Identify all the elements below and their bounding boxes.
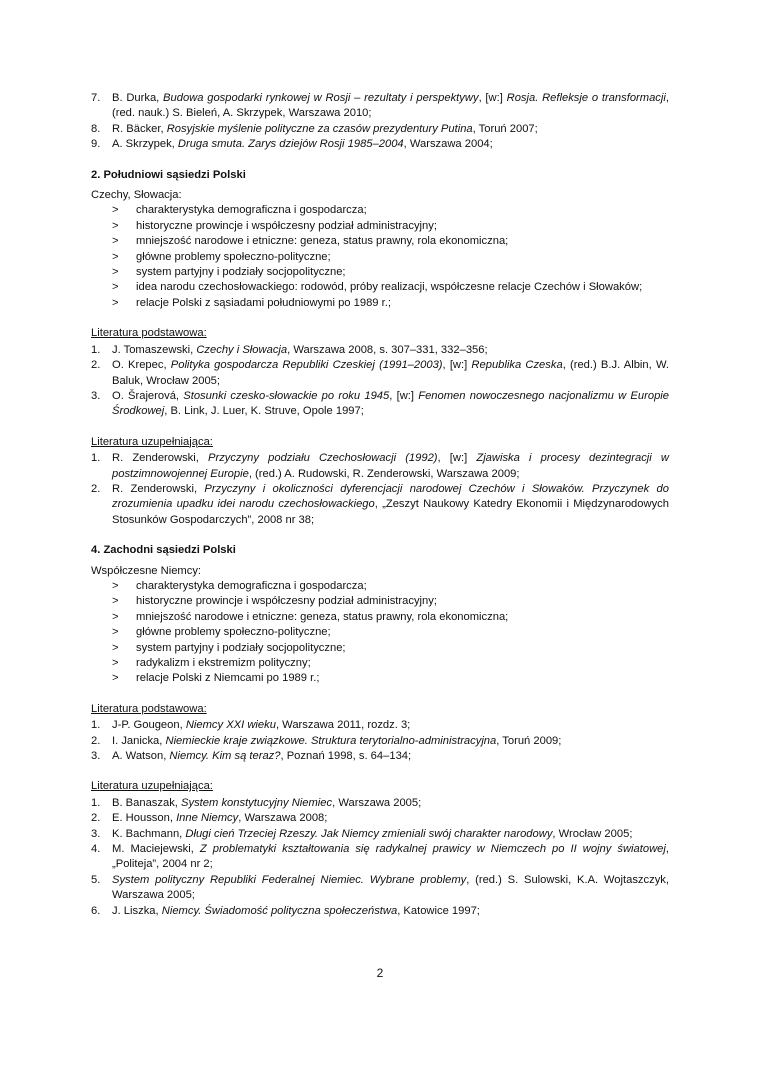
- reference-number: 5.: [91, 873, 101, 886]
- page-content: [91, 91, 669, 919]
- bullet-arrow-icon: >: [112, 579, 119, 592]
- topic-item: [91, 594, 669, 609]
- topic-text: mniejszość narodowe i etniczne: geneza, status prawny, rola ekonomiczna;: [136, 610, 509, 623]
- topic-item: [91, 656, 669, 671]
- reference-text: R. Bäcker, Rosyjskie myślenie polityczne za czasów prezydentury Putina, Toruń 2007;: [112, 122, 538, 135]
- top-reference-list: [91, 91, 669, 153]
- literature-basic-title: Literatura podstawowa:: [91, 702, 207, 715]
- reference-number: 2.: [91, 812, 101, 825]
- literature-basic-list: [91, 343, 669, 420]
- reference-text: I. Janicka, Niemieckie kraje związkowe. Struktura terytorialno-administracyjna, Toruń 2009;: [112, 734, 562, 747]
- reference-text: A. Skrzypek, Druga smuta. Zarys dziejów Rosji 1985–2004, Warszawa 2004;: [112, 138, 493, 151]
- reference-text: B. Durka, Budowa gospodarki rynkowej w Rosji – rezultaty i perspektywy, [w:] Rosja. Refleksje o transformacji, (red. nauk.) S. Bieleń, A. Skrzypek, Warszawa 2010;: [112, 92, 669, 120]
- topic-item: [91, 234, 669, 249]
- topic-item: [91, 265, 669, 280]
- reference-number: 1.: [91, 719, 101, 732]
- literature-basic-title: Literatura podstawowa:: [91, 327, 207, 340]
- reference-text: M. Maciejewski, Z problematyki kształtowania się radykalnej prawicy w Niemczech po II wojny światowej, „Politeja”, 2004 nr 2;: [112, 843, 669, 871]
- literature-extra-list: [91, 796, 669, 919]
- reference-item: [91, 343, 669, 358]
- reference-number: 9.: [91, 138, 101, 151]
- literature-extra-title: Literatura uzupełniająca:: [91, 435, 213, 448]
- section-heading: 2. Południowi sąsiedzi Polski: [91, 168, 246, 181]
- bullet-arrow-icon: >: [112, 595, 119, 608]
- reference-number: 6.: [91, 904, 101, 917]
- reference-text: K. Bachmann, Długi cień Trzeciej Rzeszy. Jak Niemcy zmieniali swój charakter narodowy, Wrocław 2005;: [112, 827, 633, 840]
- topic-item: [91, 296, 669, 311]
- topic-text: główne problemy społeczno-polityczne;: [136, 626, 331, 639]
- reference-number: 1.: [91, 796, 101, 809]
- topic-text: radykalizm i ekstremizm polityczny;: [136, 657, 311, 669]
- reference-number: 1.: [91, 452, 101, 465]
- topic-bullet-list: [91, 579, 669, 687]
- bullet-arrow-icon: >: [112, 296, 119, 309]
- reference-text: J. Liszka, Niemcy. Świadomość polityczna społeczeństwa, Katowice 1997;: [112, 904, 480, 917]
- reference-item: [91, 796, 669, 811]
- topic-item: [91, 579, 669, 594]
- reference-number: 2.: [91, 734, 101, 747]
- bullet-arrow-icon: >: [112, 610, 119, 623]
- topic-text: system partyjny i podziały socjopolityczne;: [136, 266, 346, 279]
- bullet-arrow-icon: >: [112, 626, 119, 639]
- reference-text: E. Housson, Inne Niemcy, Warszawa 2008;: [112, 812, 328, 825]
- reference-number: 2.: [91, 482, 101, 495]
- reference-item: [91, 873, 669, 904]
- reference-text: B. Banaszak, System konstytucyjny Niemiec, Warszawa 2005;: [112, 796, 422, 809]
- topic-text: historyczne prowincje i współczesny podział administracyjny;: [136, 219, 437, 232]
- literature-extra-list: [91, 451, 669, 528]
- reference-number: 3.: [91, 750, 101, 763]
- bullet-arrow-icon: >: [112, 204, 119, 217]
- topic-text: relacje Polski z Niemcami po 1989 r.;: [136, 672, 320, 685]
- bullet-arrow-icon: >: [112, 266, 119, 279]
- reference-number: 3.: [91, 389, 101, 402]
- literature-basic-list: [91, 718, 669, 764]
- reference-text: A. Watson, Niemcy. Kim są teraz?, Poznań 1998, s. 64–134;: [112, 750, 412, 763]
- page-number: 2: [376, 966, 384, 980]
- reference-text: J. Tomaszewski, Czechy i Słowacja, Warszawa 2008, s. 307–331, 332–356;: [112, 343, 488, 356]
- section-heading: 4. Zachodni sąsiedzi Polski: [91, 544, 236, 557]
- reference-number: 2.: [91, 359, 101, 372]
- literature-extra-title: Literatura uzupełniająca:: [91, 780, 213, 793]
- bullet-arrow-icon: >: [112, 641, 119, 654]
- reference-item: [91, 137, 669, 152]
- reference-item: [91, 718, 669, 733]
- reference-number: 1.: [91, 343, 101, 356]
- reference-text: R. Zenderowski, Przyczyny podziału Czechosłowacji (1992), [w:] Zjawiska i procesy dezintegracji w postzimnowojennej Europie, (red.) A. Rudowski, R. Zenderowski, Warszawa 2009;: [112, 452, 670, 480]
- topic-item: [91, 671, 669, 686]
- topic-item: [91, 610, 669, 625]
- reference-text: J-P. Gougeon, Niemcy XXI wieku, Warszawa 2011, rozdz. 3;: [112, 719, 411, 732]
- reference-item: [91, 842, 669, 873]
- topic-text: relacje Polski z sąsiadami południowymi po 1989 r.;: [136, 296, 391, 309]
- topic-text: główne problemy społeczno-polityczne;: [136, 250, 331, 263]
- topic-item: [91, 625, 669, 640]
- reference-item: [91, 827, 669, 842]
- topic-item: [91, 280, 669, 295]
- bullet-arrow-icon: >: [112, 235, 119, 248]
- reference-item: [91, 904, 669, 919]
- bullet-arrow-icon: >: [112, 281, 119, 294]
- reference-number: 4.: [91, 843, 101, 856]
- reference-number: 3.: [91, 827, 101, 840]
- topic-item: [91, 250, 669, 265]
- reference-text: R. Zenderowski, Przyczyny i okoliczności dyferencjacji narodowej Czechów i Słowaków. Przyczynek do zrozumienia upadku idei narodu czechosłowackiego, „Zeszyt Naukowy Katedry Ekonomii i Międzynarodowych Stosunków Gospodarczych”, 2008 nr 38;: [112, 482, 670, 526]
- topic-bullet-list: [91, 203, 669, 311]
- topic-text: mniejszość narodowe i etniczne: geneza, status prawny, rola ekonomiczna;: [136, 235, 509, 248]
- reference-number: 8.: [91, 122, 101, 135]
- section-intro: Czechy, Słowacja:: [91, 189, 182, 202]
- section-intro: Współczesne Niemcy:: [91, 564, 202, 577]
- bullet-arrow-icon: >: [112, 657, 119, 669]
- reference-item: [91, 482, 669, 528]
- topic-text: charakterystyka demograficzna i gospodarcza;: [136, 579, 367, 592]
- reference-item: [91, 389, 669, 420]
- reference-text: System polityczny Republiki Federalnej Niemiec. Wybrane problemy, (red.) S. Sulowski, K.A. Wojtaszczyk, Warszawa 2005;: [112, 873, 669, 902]
- reference-text: O. Šrajerová, Stosunki czesko-słowackie po roku 1945, [w:] Fenomen nowoczesnego nacjonalizmu w Europie Środkowej, B. Link, J. Luer, K. Struve, Opole 1997;: [112, 389, 669, 418]
- bullet-arrow-icon: >: [112, 219, 119, 232]
- bullet-arrow-icon: >: [112, 250, 119, 263]
- topic-text: charakterystyka demograficzna i gospodarcza;: [136, 204, 367, 217]
- reference-item: [91, 451, 669, 482]
- reference-item: [91, 122, 669, 137]
- topic-text: system partyjny i podziały socjopolityczne;: [136, 641, 346, 654]
- topic-text: historyczne prowincje i współczesny podział administracyjny;: [136, 595, 437, 608]
- reference-item: [91, 811, 669, 826]
- reference-number: 7.: [91, 92, 101, 104]
- topic-item: [91, 203, 669, 218]
- topic-item: [91, 219, 669, 234]
- topic-item: [91, 641, 669, 656]
- reference-item: [91, 749, 669, 764]
- reference-item: [91, 91, 669, 122]
- topic-text: idea narodu czechosłowackiego: rodowód, próby realizacji, współczesne relacje Czechów i Słowaków;: [136, 281, 643, 294]
- reference-text: O. Krepec, Polityka gospodarcza Republiki Czeskiej (1991–2003), [w:] Republika Czeska, (red.) B.J. Albin, W. Baluk, Wrocław 2005;: [112, 359, 669, 387]
- reference-item: [91, 734, 669, 749]
- bullet-arrow-icon: >: [112, 672, 119, 685]
- reference-item: [91, 358, 669, 389]
